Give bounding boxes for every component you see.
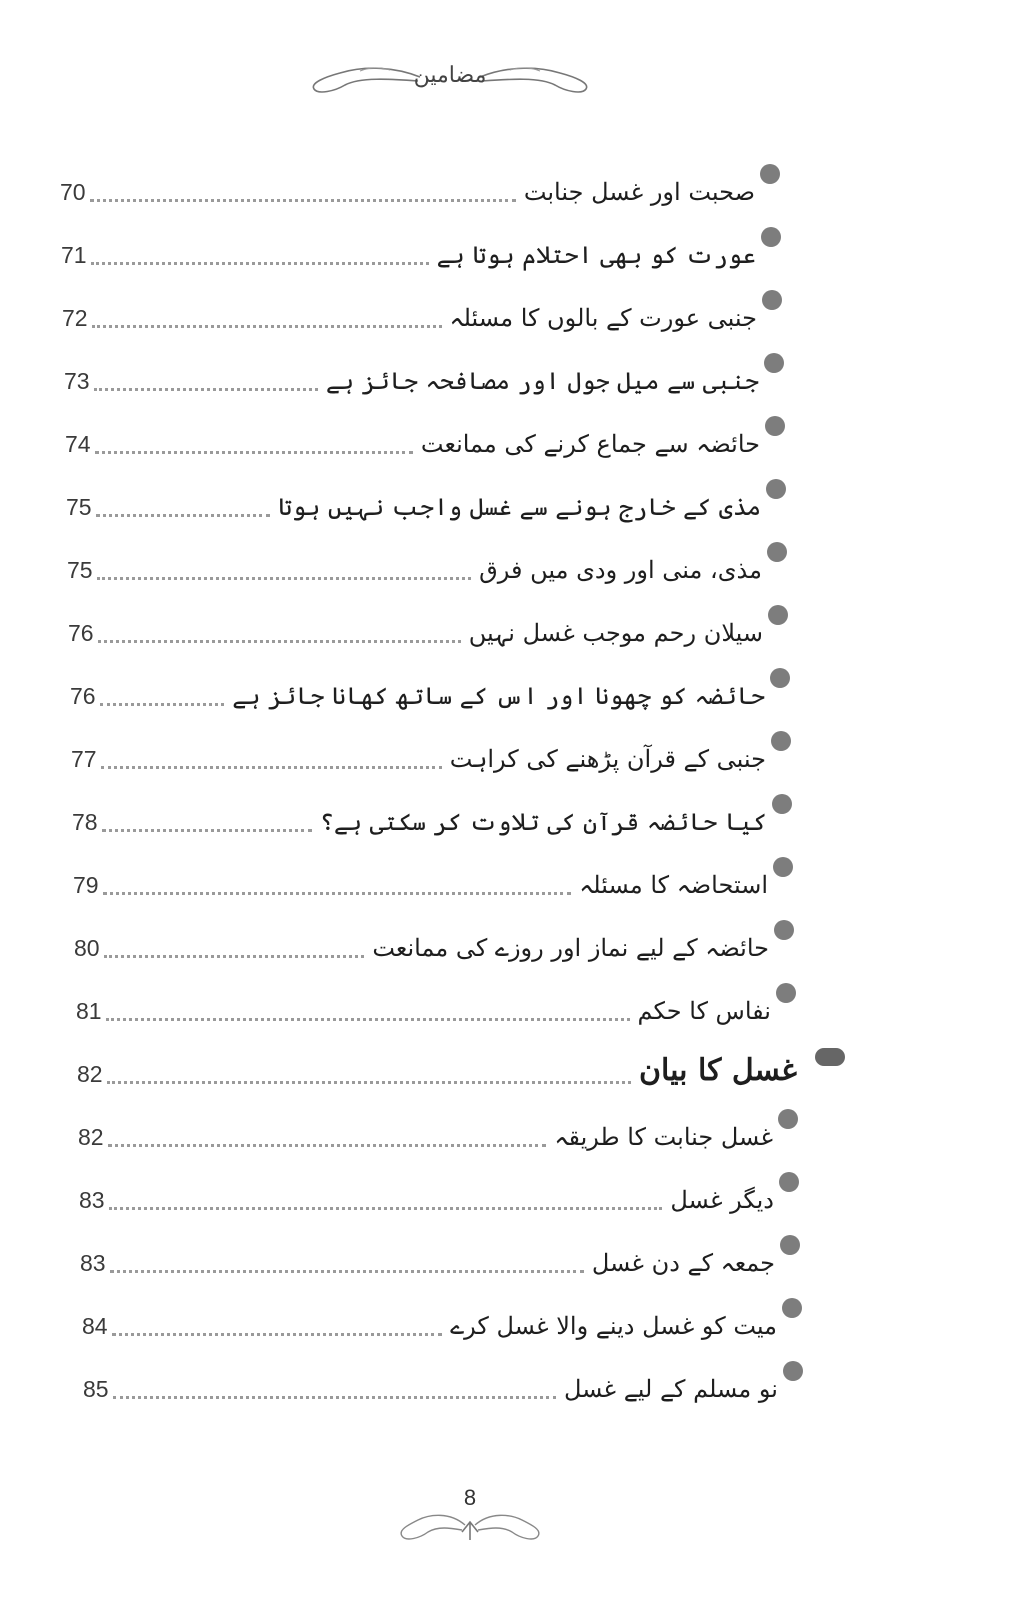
toc-entry-title: مذی، منی اور ودی میں فرق — [479, 556, 762, 584]
bullet-icon — [767, 542, 787, 562]
toc-page-number: 82 — [78, 1124, 104, 1150]
toc-row[interactable] — [0, 465, 1009, 527]
bullet-icon — [768, 605, 788, 625]
toc-page-number: 72 — [62, 305, 88, 331]
toc-row[interactable] — [0, 276, 1009, 338]
toc-row[interactable] — [0, 591, 1009, 653]
toc-page-number: 84 — [82, 1313, 108, 1339]
toc-row[interactable] — [0, 969, 1009, 1031]
toc-entry-title: جنبی سے میل جول اور مصافحہ جائز ہے — [325, 367, 759, 395]
bullet-icon — [761, 227, 781, 247]
toc-page-number: 76 — [70, 683, 96, 709]
dot-leader — [98, 640, 461, 643]
dot-leader — [94, 388, 318, 391]
toc-page-number: 71 — [61, 242, 87, 268]
toc-entry-title: نو مسلم کے لیے غسل — [563, 1375, 778, 1403]
section-heading: مضامین — [413, 63, 487, 88]
bullet-icon — [766, 479, 786, 499]
bullet-icon — [778, 1109, 798, 1129]
toc-entry-title: کیا حائضہ قرآن کی تلاوت کر سکتی ہے؟ — [319, 808, 767, 836]
dot-leader — [101, 766, 442, 769]
dot-leader — [100, 703, 225, 706]
toc-entry-title: نفاس کا حکم — [637, 997, 771, 1025]
toc-page-number: 75 — [66, 494, 92, 520]
toc-entry-title: حائضہ کو چھونا اور اس کے ساتھ کھانا جائز ہے — [232, 682, 765, 710]
bullet-icon — [764, 353, 784, 373]
bullet-icon — [762, 290, 782, 310]
toc-row[interactable] — [0, 717, 1009, 779]
toc-section-row[interactable] — [0, 1032, 1009, 1094]
dot-leader — [91, 262, 429, 265]
bullet-icon — [774, 920, 794, 940]
page-header — [300, 55, 600, 105]
toc-row[interactable] — [0, 150, 1009, 212]
toc-page-number: 73 — [64, 368, 90, 394]
toc-page-number: 80 — [74, 935, 100, 961]
toc-row[interactable] — [0, 339, 1009, 401]
toc-page-number: 75 — [67, 557, 93, 583]
toc-row[interactable] — [0, 528, 1009, 590]
toc-entry-title: غسل جنابت کا طریقہ — [554, 1123, 773, 1151]
toc-row[interactable] — [0, 906, 1009, 968]
toc-row[interactable] — [0, 1347, 1009, 1409]
toc-entry-title: جنبی کے قرآن پڑھنے کی کراہت — [449, 745, 766, 773]
toc-entry-title: غسل کا بیان — [638, 1053, 797, 1088]
dot-leader — [104, 955, 365, 958]
toc-entry-title: جمعہ کے دن غسل — [591, 1249, 775, 1277]
bullet-icon — [771, 731, 791, 751]
toc-row[interactable] — [0, 780, 1009, 842]
toc-page-number: 77 — [71, 746, 97, 772]
bullet-icon — [782, 1298, 802, 1318]
dot-leader — [97, 577, 472, 580]
dot-leader — [112, 1333, 443, 1336]
dot-leader — [108, 1144, 547, 1147]
toc-row[interactable] — [0, 1095, 1009, 1157]
bullet-icon — [779, 1172, 799, 1192]
dot-leader — [110, 1270, 584, 1273]
toc-entry-title: صحبت اور غسل جنابت — [523, 178, 755, 206]
dot-leader — [113, 1396, 556, 1399]
toc-entry-title: حائضہ کے لیے نماز اور روزے کی ممانعت — [372, 934, 769, 962]
dot-leader — [107, 1081, 631, 1084]
toc-entry-title: جنبی عورت کے بالوں کا مسئلہ — [449, 304, 757, 332]
page-footer — [390, 1480, 550, 1560]
toc-page-number: 76 — [68, 620, 94, 646]
toc-entry-title: حائضہ سے جماع کرنے کی ممانعت — [420, 430, 760, 458]
page-number: 8 — [463, 1485, 477, 1510]
toc-row[interactable] — [0, 1221, 1009, 1283]
toc-row[interactable] — [0, 654, 1009, 716]
toc-entry-title: عورت کو بھی احتلام ہوتا ہے — [436, 241, 756, 269]
bullet-icon — [773, 857, 793, 877]
toc-row[interactable] — [0, 1284, 1009, 1346]
toc-row[interactable] — [0, 843, 1009, 905]
dot-leader — [103, 892, 572, 895]
dot-leader — [96, 514, 271, 517]
bullet-icon — [776, 983, 796, 1003]
toc-entry-title: سیلان رحم موجب غسل نہیں — [468, 619, 763, 647]
toc-page-number: 78 — [72, 809, 98, 835]
toc-entry-title: استحاضہ کا مسئلہ — [579, 871, 768, 899]
dot-leader — [106, 1018, 630, 1021]
bullet-icon — [760, 164, 780, 184]
dot-leader — [95, 451, 413, 454]
toc-page-number: 79 — [73, 872, 99, 898]
toc-page-number: 83 — [79, 1187, 105, 1213]
bullet-icon — [770, 668, 790, 688]
bullet-icon — [765, 416, 785, 436]
bullet-icon — [772, 794, 792, 814]
toc-page-number: 70 — [60, 179, 86, 205]
toc-row[interactable] — [0, 213, 1009, 275]
toc-entry-title: مذی کے خارج ہونے سے غسل واجب نہیں ہوتا — [278, 493, 761, 521]
toc-page-number: 74 — [65, 431, 91, 457]
toc-page-number: 82 — [77, 1061, 103, 1087]
toc-page-number: 85 — [83, 1376, 109, 1402]
toc-page-number: 83 — [80, 1250, 106, 1276]
toc-entry-title: میت کو غسل دینے والا غسل کرے — [450, 1312, 777, 1340]
bullet-icon — [783, 1361, 803, 1381]
toc-row[interactable] — [0, 402, 1009, 464]
footer-ornament — [390, 1500, 550, 1560]
dot-leader — [102, 829, 312, 832]
bullet-icon — [780, 1235, 800, 1255]
dot-leader — [90, 199, 516, 202]
dot-leader — [92, 325, 442, 328]
toc-page-number: 81 — [76, 998, 102, 1024]
bullet-icon — [815, 1048, 845, 1066]
dot-leader — [109, 1207, 663, 1210]
toc-entry-title: دیگر غسل — [670, 1186, 774, 1214]
toc-row[interactable] — [0, 1158, 1009, 1220]
